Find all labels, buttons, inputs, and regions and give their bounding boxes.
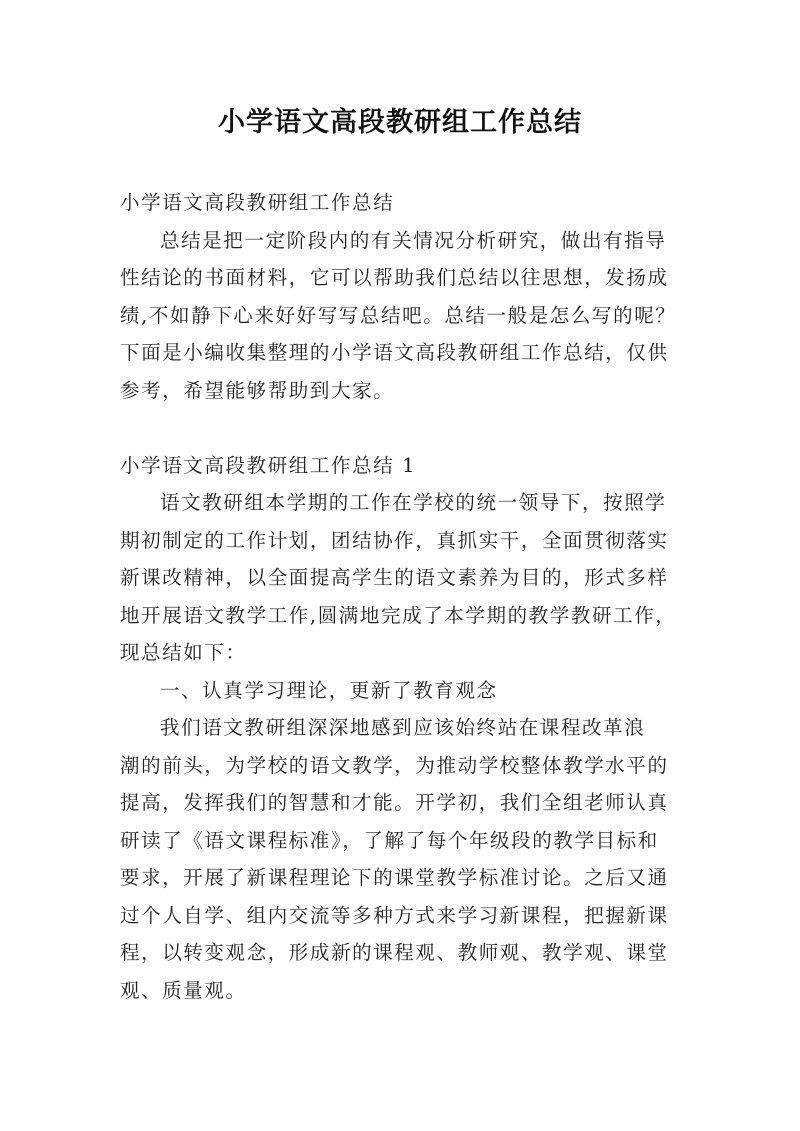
intro-line: 绩,不如静下心来好好写写总结吧。总结一般是怎么写的呢？	[120, 303, 677, 327]
paragraph-line: 研读了《语文课程标准》，了解了每个年级段的教学目标和	[120, 828, 659, 852]
paragraph-line: 提高，发挥我们的智慧和才能。开学初，我们全组老师认真	[120, 791, 669, 814]
paragraph-line: 地开展语文教学工作,圆满地完成了本学期的教学教研工作，	[120, 603, 677, 627]
document-body	[120, 184, 700, 1009]
intro-heading: 小学语文高段教研组工作总结	[120, 191, 395, 214]
paragraph-line: 程，以转变观念，形成新的课程观、教师观、教学观、课堂	[120, 941, 669, 964]
paragraph-line: 语文教研组本学期的工作在学校的统一领导下，按照学	[160, 491, 667, 514]
paragraph-line: 过个人自学、组内交流等多种方式来学习新课程，把握新课	[120, 903, 669, 927]
paragraph-line: 新课改精神，以全面提高学生的语文素养为目的，形式多样	[120, 566, 669, 589]
section-heading: 小学语文高段教研组工作总结 1	[120, 453, 417, 477]
paragraph-line: 潮的前头，为学校的语文教学，为推动学校整体教学水平的	[120, 753, 669, 777]
document-title: 小学语文高段教研组工作总结	[218, 107, 582, 138]
paragraph-line: 期初制定的工作计划，团结协作，真抓实干，全面贯彻落实	[120, 528, 669, 552]
paragraph-line: 观、质量观。	[120, 978, 247, 1002]
paragraph-line: 要求，开展了新课程理论下的课堂教学标准讨论。之后又通	[120, 866, 669, 889]
intro-line: 总结是把一定阶段内的有关情况分析研究，做出有指导	[160, 228, 667, 252]
intro-line: 下面是小编收集整理的小学语文高段教研组工作总结，仅供	[120, 341, 669, 364]
subheading: 一、认真学习理论，更新了教育观念	[160, 678, 498, 702]
intro-line: 参考，希望能够帮助到大家。	[120, 378, 395, 402]
paragraph-line: 现总结如下：	[120, 641, 247, 664]
intro-line: 性结论的书面材料，它可以帮助我们总结以往思想，发扬成	[120, 266, 669, 289]
blank-line	[120, 409, 700, 447]
paragraph-line: 我们语文教研组深深地感到应该始终站在课程改革浪	[160, 716, 646, 739]
